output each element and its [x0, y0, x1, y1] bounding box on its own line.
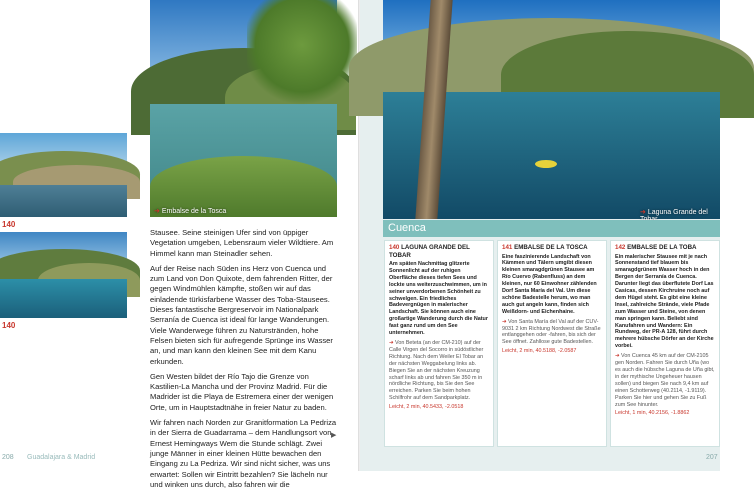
- photo-laguna-grande-del-tobar: [383, 0, 720, 219]
- page-number-left: 208: [2, 454, 14, 461]
- entry-card: [497, 240, 607, 447]
- entry-coords: Leicht, 1 min, 40.2156, -1.8862: [615, 410, 690, 417]
- arrow-icon: ➜: [502, 318, 507, 325]
- entry-access: [502, 319, 602, 347]
- entry-coords: Leicht, 2 min, 40.5433, -2.0518: [389, 404, 464, 411]
- arrow-icon: ➜: [615, 353, 620, 360]
- entry-name: EMBALSE DE LA TOBA: [627, 244, 697, 251]
- entry-intro: Ein malerischer Stausee mit je nach Sonnenstand tief blauem bis smaragdgrünem Wasser hoch in den Bergen der Serranía de Cuenca. Darunter liegt das überflutete Dorf Las Casicas, dessen Kirchruine noch auf dem Hügel steht. Es gibt eine kleine Insel, zahlreiche Strände, viele Pfade zum Wasser und Steine, von denen man springen kann. Beliebt sind Kanufahren und Wandern: Ein Rundweg, der PR-A 128, führt durch mehrere hübsche Dörfer an der Kirche vorbei.: [615, 253, 714, 350]
- region-title: Cuenca: [388, 222, 426, 234]
- thumbnail-photo-1: [0, 133, 127, 217]
- paragraph: Auf der Reise nach Süden ins Herz von Cuenca und zum Land von Don Quixote, dem fahrenden Ritter, der gegen Windmühlen kämpfte, stoßen wir auf das einladende türkisfarbene Wasser des Toba-Stausees. Dieses fantastische Bergreservoir im Nationalpark Serranía de Cuenca ist ideal für lange Wanderungen. Viele Wanderwege führen zu Naturstränden, hohe Felsen bieten sich für aufregende Sprünge ins Wasser an, und man kann den kleinen See mit dem Kanu erkunden.: [150, 263, 333, 366]
- arrow-icon: ➜: [154, 208, 160, 215]
- entry-number: 140: [389, 244, 400, 251]
- photo-caption-left: [154, 207, 226, 215]
- arrow-icon: ➜: [640, 209, 646, 216]
- caption-text: Embalse de la Tosca: [161, 208, 227, 215]
- paragraph: Gen Westen bildet der Río Tajo die Grenze von Kastilien-La Mancha und der Provinz Madrid. Für die Madrider ist die Playa de Estremera einer der wenigen Orte, um in Hauptstadtnähe in freier Natur zu baden.: [150, 371, 334, 412]
- running-title: Guadalajara & Madrid: [27, 454, 96, 461]
- entry-number: 142: [615, 244, 626, 251]
- entry-intro: Eine faszinierende Landschaft von Kämmen und Tälern umgibt diesen kleinen smaragdgrünen Stausee am Río Cuervo (Rabenfluss) an dem kleinen, nur 60 Einwohner zählenden Dorf Santa María del Val. Um diese schöne Badestelle herum, wo man auch gut angeln kann, finden sich Weißdorn- und Eichenhaine.: [502, 253, 597, 315]
- entry-name: EMBALSE DE LA TOSCA: [514, 244, 588, 251]
- entry-coords: Leicht, 2 min, 40.5188, -2.0587: [502, 348, 577, 355]
- thumb-number-2: 140: [2, 321, 16, 330]
- region-header-bar: [383, 220, 720, 237]
- entry-access-text: Von Santa María del Val auf der CUV-9031 2 km Richtung Nordwest die Straße entlanggehen oder -fahren, bis sich der See öffnet. Zahllose gute Badestellen.: [502, 318, 601, 346]
- caption-text: Laguna Grande del: [647, 209, 708, 216]
- thumbnail-photo-2: [0, 232, 127, 318]
- entry-access: [615, 353, 715, 408]
- page-number-right: 207: [706, 454, 718, 461]
- paragraph: Stausee. Seine steinigen Ufer sind von üppiger Vegetation umgeben, Lebensraum vieler Wildtiere. Am Himmel kann man Steinadler sehen.: [150, 228, 334, 258]
- entry-title: [615, 244, 715, 252]
- entry-card: [384, 240, 494, 447]
- entry-name: LAGUNA GRANDE DEL TOBAR: [389, 244, 470, 259]
- entry-card: [610, 240, 720, 447]
- arrow-icon: ➜: [389, 339, 394, 346]
- entry-access-text: Von Cuenca 45 km auf der CM-2105 gen Norden. Fahren Sie durch Uña (wo es auch die hübsche Laguna de Uña gibt, in der mythische Ungeheuer hausen sollen) und biegen Sie nach 9,4 km auf einen Schotterweg (40.2114, -1.9119). Parken Sie hier und gehen Sie zu Fuß zum See hinunter.: [615, 353, 715, 408]
- entry-number: 141: [502, 244, 513, 251]
- paragraph: Wir fahren nach Norden zur Granitformation La Pedriza in der Sierra de Guadarrama – dem Handlungsort von Ernest Hemingways Wem die Stunde schlägt. Zwei junge Männer in einer kleinen Hütte bewachen den Eingang zu La Pedriza. Wir sind nicht sicher, was uns erwartet: Sollen wir Eintritt bezahlen? Sie lächeln nur und winken uns durch, also fahren wir die: [150, 418, 337, 489]
- body-text: [150, 228, 338, 495]
- photo-embalse-de-la-tosca: [150, 0, 337, 217]
- continue-icon: ▶: [331, 432, 337, 439]
- left-page: [0, 0, 360, 489]
- entry-access: [389, 340, 489, 402]
- entry-title: [502, 244, 602, 252]
- thumb-number-1: 140: [2, 220, 16, 229]
- entry-access-text: Von Beteta (an der CM-210) auf der Calle Virgen del Socorro in südöstlicher Richtung. Nach dem Weiler El Tobar an der nächsten Weggabelung links ab. Biegen Sie an der nächsten Kreuzung scharf links ab und fahren Sie 350 m in nördliche Richtung, bis Sie den See erreichen. Parken Sie beim hohen Schilfrohr auf dem Sandparkplatz.: [389, 339, 484, 402]
- entry-title: [389, 244, 489, 259]
- entry-intro: Am späten Nachmittag glitzerte Sonnenlicht auf der ruhigen Oberfläche dieses tiefen Sees und lockte uns weiterzuschwimmen, um in seiner unverdorbenen Schönheit zu schwelgen. Ein friedliches Badevergnügen in malerischer Landschaft. Sie können auch eine großartige Wanderung durch die Natur fast ganz rund um den See unternehmen.: [389, 261, 488, 337]
